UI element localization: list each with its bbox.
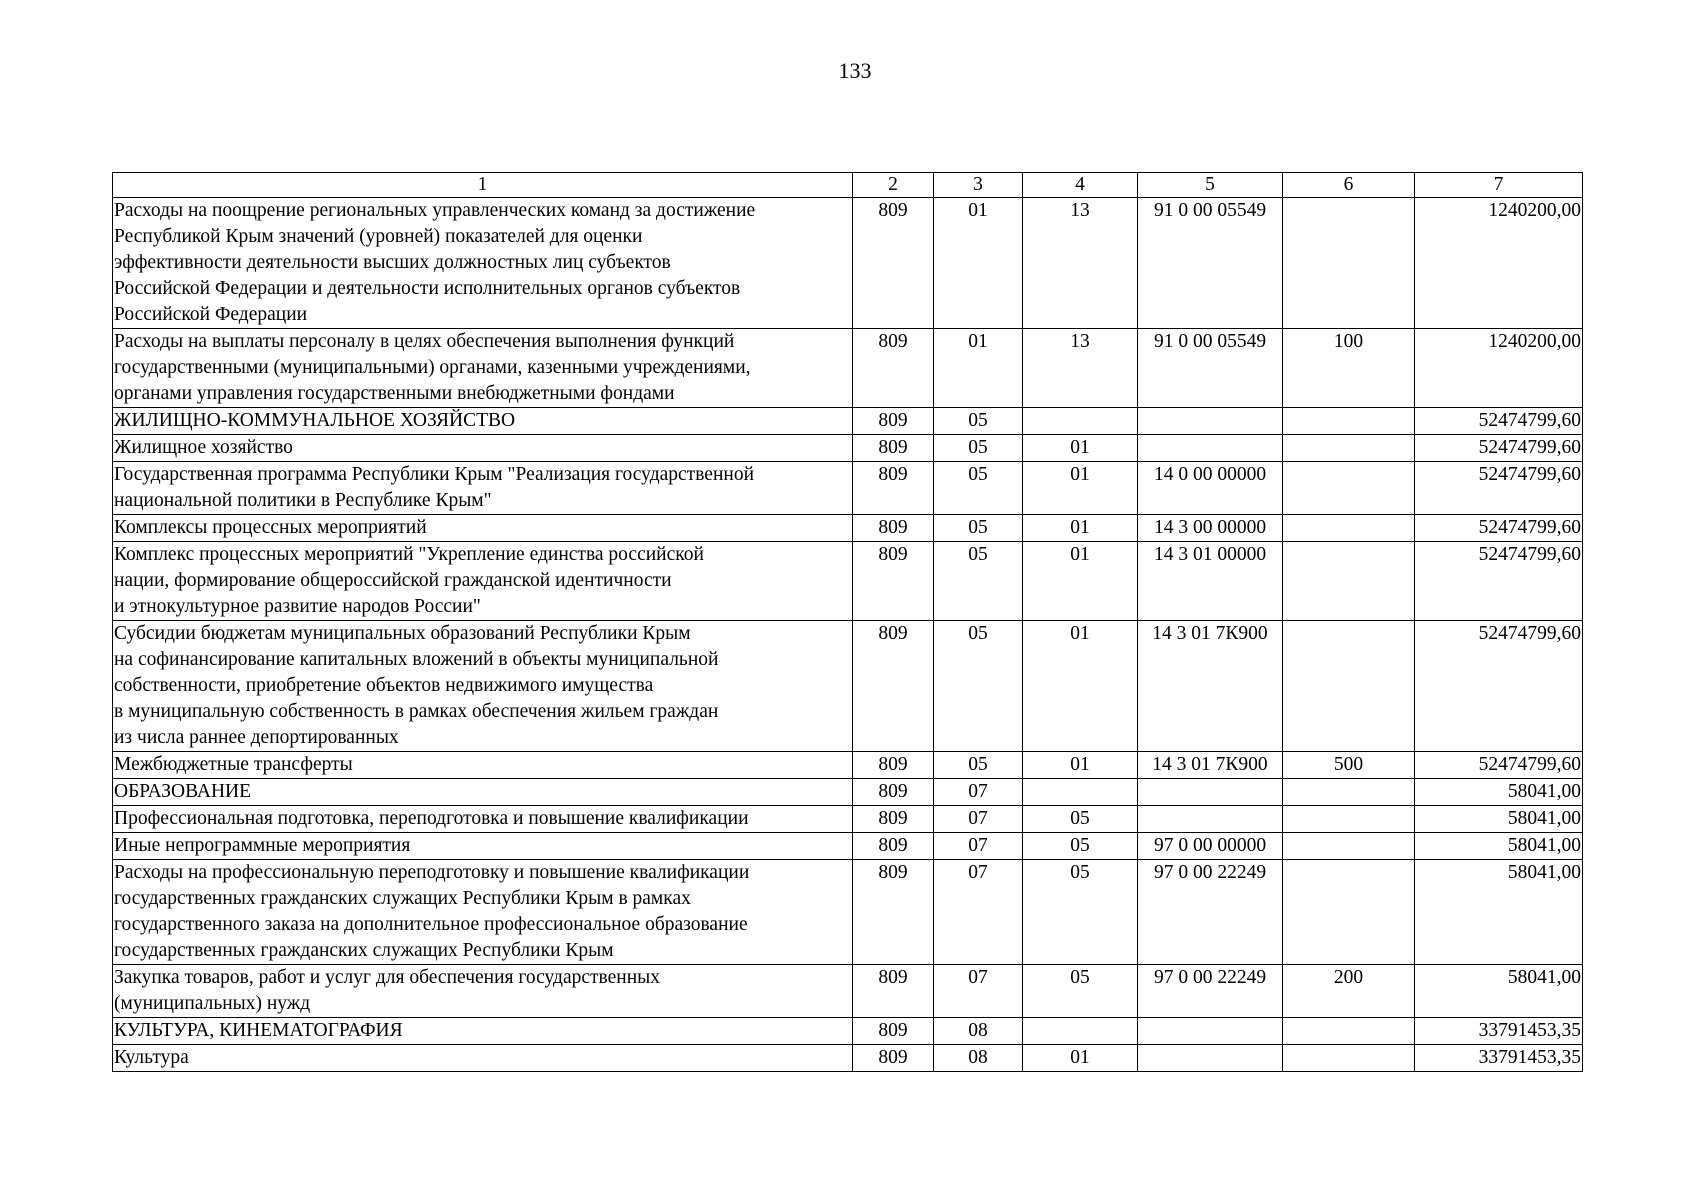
cell-expense-type bbox=[1283, 833, 1415, 860]
cell-subsection: 01 bbox=[1023, 542, 1138, 621]
cell-expense-type bbox=[1283, 542, 1415, 621]
description-line: (муниципальных) нужд bbox=[114, 993, 311, 1014]
cell-gov-code: 809 bbox=[853, 806, 934, 833]
row-description bbox=[113, 779, 853, 806]
cell-gov-code: 809 bbox=[853, 752, 934, 779]
cell-subsection: 01 bbox=[1023, 752, 1138, 779]
cell-expense-type bbox=[1283, 1018, 1415, 1045]
description-line: ОБРАЗОВАНИЕ bbox=[114, 781, 252, 802]
cell-gov-code: 809 bbox=[853, 860, 934, 965]
cell-gov-code: 809 bbox=[853, 1018, 934, 1045]
cell-amount: 58041,00 bbox=[1415, 806, 1583, 833]
cell-target-article bbox=[1138, 1045, 1283, 1072]
row-description bbox=[113, 515, 853, 542]
row-description bbox=[113, 965, 853, 1018]
cell-expense-type: 100 bbox=[1283, 329, 1415, 408]
cell-section: 05 bbox=[934, 515, 1023, 542]
cell-expense-type: 500 bbox=[1283, 752, 1415, 779]
cell-expense-type bbox=[1283, 779, 1415, 806]
cell-amount: 52474799,60 bbox=[1415, 621, 1583, 752]
cell-amount: 52474799,60 bbox=[1415, 435, 1583, 462]
description-line: Расходы на поощрение региональных управленческих команд за достижение bbox=[114, 200, 756, 221]
description-line: Российской Федерации и деятельности исполнительных органов субъектов bbox=[114, 278, 741, 299]
description-line: государственными (муниципальными) органами, казенными учреждениями, bbox=[114, 357, 751, 378]
cell-section: 01 bbox=[934, 329, 1023, 408]
cell-gov-code: 809 bbox=[853, 1045, 934, 1072]
table-row bbox=[113, 329, 1583, 408]
table-row bbox=[113, 621, 1583, 752]
cell-amount: 58041,00 bbox=[1415, 779, 1583, 806]
table-row bbox=[113, 408, 1583, 435]
description-line: Иные непрограммные мероприятия bbox=[114, 835, 411, 856]
cell-target-article: 14 3 01 00000 bbox=[1138, 542, 1283, 621]
cell-target-article: 91 0 00 05549 bbox=[1138, 329, 1283, 408]
description-line: из числа раннее депортированных bbox=[114, 727, 399, 748]
cell-gov-code: 809 bbox=[853, 779, 934, 806]
cell-expense-type bbox=[1283, 408, 1415, 435]
cell-subsection: 01 bbox=[1023, 621, 1138, 752]
cell-subsection: 05 bbox=[1023, 806, 1138, 833]
cell-section: 07 bbox=[934, 779, 1023, 806]
description-line: ЖИЛИЩНО-КОММУНАЛЬНОЕ ХОЗЯЙСТВО bbox=[114, 410, 516, 431]
cell-section: 05 bbox=[934, 462, 1023, 515]
cell-subsection: 01 bbox=[1023, 1045, 1138, 1072]
cell-subsection bbox=[1023, 408, 1138, 435]
cell-target-article bbox=[1138, 806, 1283, 833]
row-description bbox=[113, 542, 853, 621]
cell-amount: 52474799,60 bbox=[1415, 462, 1583, 515]
cell-gov-code: 809 bbox=[853, 833, 934, 860]
table-row bbox=[113, 779, 1583, 806]
description-line: Республикой Крым значений (уровней) показателей для оценки bbox=[114, 226, 643, 247]
description-line: Закупка товаров, работ и услуг для обеспечения государственных bbox=[114, 967, 661, 988]
cell-expense-type bbox=[1283, 860, 1415, 965]
cell-amount: 1240200,00 bbox=[1415, 198, 1583, 329]
cell-section: 07 bbox=[934, 806, 1023, 833]
description-line: Межбюджетные трансферты bbox=[114, 754, 353, 775]
cell-subsection: 01 bbox=[1023, 435, 1138, 462]
cell-gov-code: 809 bbox=[853, 542, 934, 621]
cell-target-article bbox=[1138, 1018, 1283, 1045]
page-number: 133 bbox=[838, 58, 872, 83]
cell-gov-code: 809 bbox=[853, 462, 934, 515]
row-description bbox=[113, 329, 853, 408]
description-line: Жилищное хозяйство bbox=[114, 437, 293, 458]
description-line: Российской Федерации bbox=[114, 304, 308, 325]
description-line: и этнокультурное развитие народов России" bbox=[114, 596, 481, 617]
description-line: Комплексы процессных мероприятий bbox=[114, 517, 427, 538]
description-line: государственных гражданских служащих Республики Крым bbox=[114, 940, 614, 961]
description-line: Государственная программа Республики Крым "Реализация государственной bbox=[114, 464, 755, 485]
cell-target-article: 97 0 00 00000 bbox=[1138, 833, 1283, 860]
cell-target-article: 14 3 01 7К900 bbox=[1138, 621, 1283, 752]
cell-amount: 58041,00 bbox=[1415, 860, 1583, 965]
cell-section: 05 bbox=[934, 435, 1023, 462]
description-line: в муниципальную собственность в рамках обеспечения жильем граждан bbox=[114, 701, 719, 722]
cell-subsection bbox=[1023, 1018, 1138, 1045]
cell-target-article: 14 3 00 00000 bbox=[1138, 515, 1283, 542]
description-line: государственного заказа на дополнительное профессиональное образование bbox=[114, 914, 748, 935]
cell-gov-code: 809 bbox=[853, 515, 934, 542]
cell-subsection: 05 bbox=[1023, 833, 1138, 860]
row-description bbox=[113, 1018, 853, 1045]
cell-section: 05 bbox=[934, 408, 1023, 435]
description-line: Расходы на выплаты персоналу в целях обеспечения выполнения функций bbox=[114, 331, 735, 352]
cell-gov-code: 809 bbox=[853, 198, 934, 329]
cell-section: 05 bbox=[934, 621, 1023, 752]
cell-target-article bbox=[1138, 435, 1283, 462]
header-col-3: 3 bbox=[934, 173, 1023, 198]
budget-table bbox=[112, 172, 1583, 1072]
cell-target-article: 14 0 00 00000 bbox=[1138, 462, 1283, 515]
row-description bbox=[113, 1045, 853, 1072]
cell-amount: 52474799,60 bbox=[1415, 752, 1583, 779]
row-description bbox=[113, 860, 853, 965]
cell-target-article: 91 0 00 05549 bbox=[1138, 198, 1283, 329]
cell-section: 07 bbox=[934, 833, 1023, 860]
cell-section: 01 bbox=[934, 198, 1023, 329]
description-line: органами управления государственными внебюджетными фондами bbox=[114, 383, 675, 404]
cell-expense-type bbox=[1283, 198, 1415, 329]
table-row bbox=[113, 198, 1583, 329]
table-row bbox=[113, 965, 1583, 1018]
cell-subsection bbox=[1023, 779, 1138, 806]
table-row bbox=[113, 462, 1583, 515]
cell-target-article: 14 3 01 7К900 bbox=[1138, 752, 1283, 779]
table-row bbox=[113, 1045, 1583, 1072]
cell-expense-type bbox=[1283, 435, 1415, 462]
table-body bbox=[113, 198, 1583, 1072]
table-row bbox=[113, 435, 1583, 462]
description-line: Расходы на профессиональную переподготовку и повышение квалификации bbox=[114, 862, 750, 883]
cell-subsection: 05 bbox=[1023, 965, 1138, 1018]
cell-expense-type bbox=[1283, 621, 1415, 752]
cell-section: 07 bbox=[934, 965, 1023, 1018]
table-row bbox=[113, 806, 1583, 833]
cell-gov-code: 809 bbox=[853, 965, 934, 1018]
header-row bbox=[113, 173, 1583, 198]
cell-target-article bbox=[1138, 779, 1283, 806]
header-col-4: 4 bbox=[1023, 173, 1138, 198]
description-line: Профессиональная подготовка, переподготовка и повышение квалификации bbox=[114, 808, 749, 829]
description-line: национальной политики в Республике Крым" bbox=[114, 490, 492, 511]
header-col-5: 5 bbox=[1138, 173, 1283, 198]
cell-amount: 58041,00 bbox=[1415, 965, 1583, 1018]
cell-subsection: 01 bbox=[1023, 462, 1138, 515]
cell-target-article bbox=[1138, 408, 1283, 435]
description-line: собственности, приобретение объектов недвижимого имущества bbox=[114, 675, 654, 696]
description-line: Субсидии бюджетам муниципальных образований Республики Крым bbox=[114, 623, 691, 644]
row-description bbox=[113, 435, 853, 462]
cell-amount: 52474799,60 bbox=[1415, 542, 1583, 621]
cell-subsection: 05 bbox=[1023, 860, 1138, 965]
cell-expense-type bbox=[1283, 1045, 1415, 1072]
cell-amount: 1240200,00 bbox=[1415, 329, 1583, 408]
table-row bbox=[113, 833, 1583, 860]
table-row bbox=[113, 515, 1583, 542]
description-line: Культура bbox=[114, 1047, 189, 1068]
header-col-6: 6 bbox=[1283, 173, 1415, 198]
cell-amount: 52474799,60 bbox=[1415, 515, 1583, 542]
cell-expense-type: 200 bbox=[1283, 965, 1415, 1018]
description-line: эффективности деятельности высших должностных лиц субъектов bbox=[114, 252, 671, 273]
cell-gov-code: 809 bbox=[853, 435, 934, 462]
cell-amount: 58041,00 bbox=[1415, 833, 1583, 860]
table-row bbox=[113, 542, 1583, 621]
row-description bbox=[113, 806, 853, 833]
cell-amount: 52474799,60 bbox=[1415, 408, 1583, 435]
header-col-2: 2 bbox=[853, 173, 934, 198]
cell-subsection: 13 bbox=[1023, 329, 1138, 408]
cell-expense-type bbox=[1283, 515, 1415, 542]
cell-amount: 33791453,35 bbox=[1415, 1045, 1583, 1072]
table-row bbox=[113, 860, 1583, 965]
table-header bbox=[113, 173, 1583, 198]
description-line: на софинансирование капитальных вложений в объекты муниципальной bbox=[114, 649, 719, 670]
row-description bbox=[113, 833, 853, 860]
row-description bbox=[113, 198, 853, 329]
row-description bbox=[113, 621, 853, 752]
cell-subsection: 13 bbox=[1023, 198, 1138, 329]
description-line: КУЛЬТУРА, КИНЕМАТОГРАФИЯ bbox=[114, 1020, 403, 1041]
cell-target-article: 97 0 00 22249 bbox=[1138, 860, 1283, 965]
cell-expense-type bbox=[1283, 462, 1415, 515]
description-line: Комплекс процессных мероприятий "Укрепление единства российской bbox=[114, 544, 704, 565]
row-description bbox=[113, 462, 853, 515]
cell-expense-type bbox=[1283, 806, 1415, 833]
cell-section: 08 bbox=[934, 1018, 1023, 1045]
cell-section: 08 bbox=[934, 1045, 1023, 1072]
description-line: нации, формирование общероссийской гражданской идентичности bbox=[114, 570, 672, 591]
cell-target-article: 97 0 00 22249 bbox=[1138, 965, 1283, 1018]
cell-section: 05 bbox=[934, 542, 1023, 621]
row-description bbox=[113, 752, 853, 779]
cell-amount: 33791453,35 bbox=[1415, 1018, 1583, 1045]
row-description bbox=[113, 408, 853, 435]
table-row bbox=[113, 1018, 1583, 1045]
cell-section: 07 bbox=[934, 860, 1023, 965]
description-line: государственных гражданских служащих Республики Крым в рамках bbox=[114, 888, 691, 909]
cell-gov-code: 809 bbox=[853, 621, 934, 752]
cell-section: 05 bbox=[934, 752, 1023, 779]
cell-gov-code: 809 bbox=[853, 329, 934, 408]
cell-gov-code: 809 bbox=[853, 408, 934, 435]
header-col-7: 7 bbox=[1415, 173, 1583, 198]
cell-subsection: 01 bbox=[1023, 515, 1138, 542]
header-col-1: 1 bbox=[113, 173, 853, 198]
table-row bbox=[113, 752, 1583, 779]
